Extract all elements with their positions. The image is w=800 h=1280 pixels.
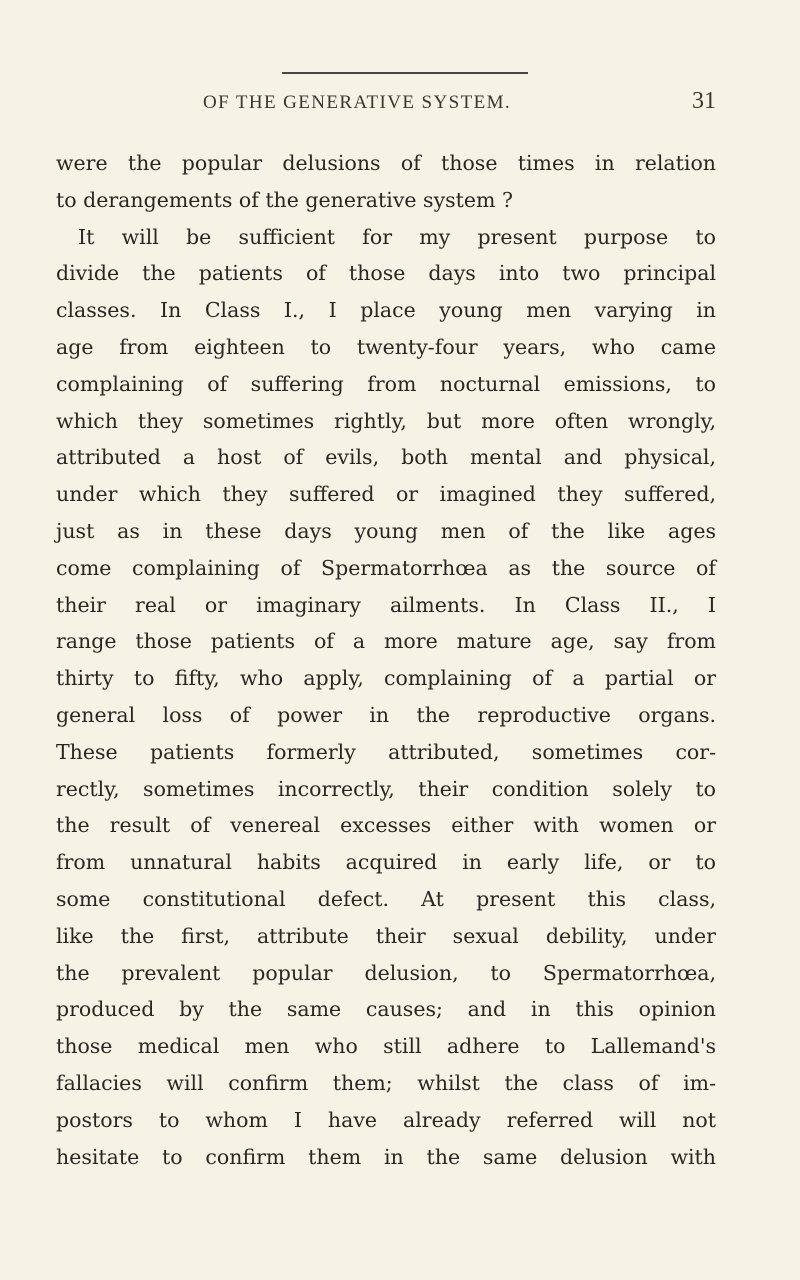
text-line: were the popular delusions of those times in relation [56,151,716,175]
text-line: It will be sufficient for my present purpose to [78,224,716,249]
text-line: rectly, sometimes incorrectly, their condition solely to [56,776,716,801]
text-line: the result of venereal excesses either with women or [56,813,716,838]
text-line: produced by the same causes; and in this opinion [56,997,716,1022]
text-line: the prevalent popular delusion, to Spermatorrhœa, [56,960,716,985]
text-line: under which they suffered or imagined they suffered, [56,482,716,507]
text-line: hesitate to confirm them in the same delusion with [56,1144,716,1169]
page-number: 31 [692,88,716,114]
running-title: OF THE GENERATIVE SYSTEM. [203,92,512,113]
text-line: divide the patients of those days into two principal [56,261,716,286]
text-line: thirty to fifty, who apply, complaining of a partial or [56,666,716,691]
text-line: attributed a host of evils, both mental and physical, [56,445,716,470]
text-line: general loss of power in the reproductive organs. [56,702,716,727]
text-line: fallacies will confirm them; whilst the class of im- [56,1070,716,1095]
body-text [56,145,716,1175]
text-line: come complaining of Spermatorrhœa as the source of [56,555,716,580]
text-line: classes. In Class I., I place young men varying in [56,298,716,323]
text-line: which they sometimes rightly, but more often wrongly, [56,408,716,433]
text-line: to derangements of the generative system ? [56,187,513,212]
top-rule [282,72,528,74]
running-head [56,88,716,122]
text-line: like the first, attribute their sexual debility, under [56,923,716,948]
text-line: just as in these days young men of the like ages [56,518,716,543]
text-line: postors to whom I have already referred will not [56,1107,716,1132]
text-line: those medical men who still adhere to Lallemand's [56,1034,716,1059]
text-line: age from eighteen to twenty-four years, who came [56,334,716,359]
text-line: range those patients of a more mature age, say from [56,629,716,654]
text-line: some constitutional defect. At present this class, [56,886,716,911]
text-line: complaining of suffering from nocturnal emissions, to [56,371,716,396]
text-line: from unnatural habits acquired in early life, or to [56,850,716,875]
text-line: their real or imaginary ailments. In Class II., I [56,592,716,617]
text-line: These patients formerly attributed, sometimes cor- [56,739,716,764]
